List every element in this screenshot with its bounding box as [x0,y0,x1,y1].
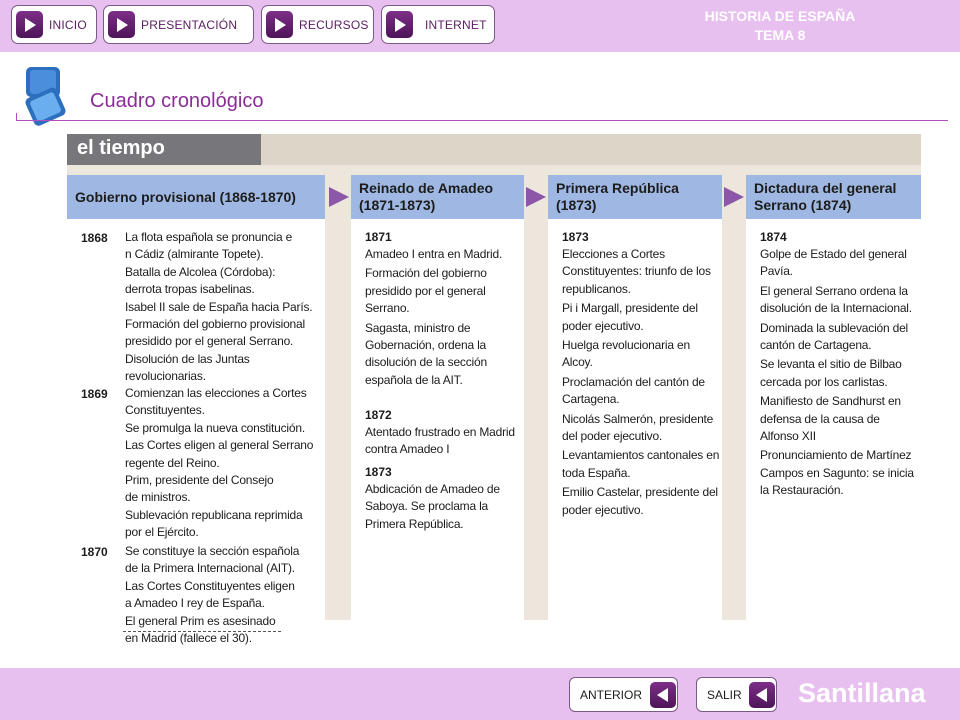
recursos-label: RECURSOS [299,18,369,32]
panel-header [67,134,921,165]
event-line: por el Ejército. [125,525,199,540]
course-title [680,7,880,45]
year-block [365,229,523,391]
column-title: Gobierno provisional (1868-1870) [75,188,296,205]
event-line: Prim, presidente del Consejo [125,473,274,488]
column-title: Reinado de Amadeo [359,180,494,196]
cut-line [123,631,281,632]
event-line: Constituyentes. [125,403,205,418]
page-title: Cuadro cronológico [90,90,264,112]
title-divider [16,120,948,121]
event-text: Pronunciamiento de Martínez Campos en Sagunto: se inicia la Restauración. [760,448,914,498]
anterior-label: ANTERIOR [580,688,643,702]
top-nav-bar [0,0,960,52]
entry-year: 1872 [365,408,392,422]
column-title: Dictadura del general [754,180,897,196]
internet-label: INTERNET [425,18,487,32]
inicio-button[interactable] [11,5,97,44]
event-text: Emilio Castelar, presidente del poder ejecutivo. [562,485,718,517]
el-tiempo-label: el tiempo [77,137,165,159]
event-text: Proclamación del cantón de Cartagena. [562,374,705,407]
column-body-dictadura-serrano [746,219,921,620]
column-body-gobierno-provisional [67,219,325,646]
play-icon [16,11,43,38]
event-line: Formación del gobierno provisional [125,317,305,332]
course-title-line2: TEMA 8 [754,27,806,43]
event-text: Amadeo I entra en Madrid. [365,247,503,261]
entry-events [125,385,321,542]
event-text: Sagasta, ministro de Gobernación, ordena la disolución de la sección española de la AIT. [365,320,487,387]
exit-arrow-icon [749,682,775,708]
event-line: Se constituye la sección española [125,544,300,558]
back-arrow-icon [650,682,676,708]
event-text: Golpe de Estado del general Pavía. [760,247,907,279]
event-line: a Amadeo I rey de España. [125,596,265,611]
event-text: Pi i Margall, presidente del poder ejecutivo. [562,301,698,333]
chronology-panel [67,134,921,646]
santillana-logo: Santillana [798,678,926,708]
column-subtitle: Serrano (1874) [754,197,852,213]
event-line: Disolución de las Juntas [125,351,250,366]
event-line: Isabel II sale de España hacia París. [125,299,313,314]
event-text: Atentado frustrado en Madrid contra Amadeo I [365,425,515,457]
year-block [365,464,523,535]
event-line: Comienzan las elecciones a Cortes [125,386,307,400]
event-line: Batalla de Alcolea (Córdoba): [125,264,276,279]
bottom-nav-bar [0,668,960,720]
salir-label: SALIR [707,688,742,702]
event-text: Formación del gobierno presidido por el general Serrano. [365,266,487,316]
timeline-arrow-icon [329,187,349,207]
event-text: Dominada la sublevación del cantón de Cartagena. [760,320,909,353]
column-title: Primera República [556,180,679,196]
play-icon [386,11,413,38]
event-line: en Madrid (fallece el 30). [125,631,252,646]
event-text: Abdicación de Amadeo de Saboya. Se proclama la Primera República. [365,482,500,531]
event-line: revolucionarias. [125,369,206,384]
play-icon [108,11,135,38]
entry-year: 1869 [81,387,108,401]
timeline-arrow-icon [724,187,744,207]
event-text: El general Serrano ordena la disolución de la Internacional. [760,283,912,316]
event-line: Las Cortes eligen al general Serrano [125,438,314,453]
event-line: Se promulga la nueva constitución. [125,420,305,435]
event-text: Se levanta el sitio de Bilbao cercada por los carlistas. [760,357,902,389]
entry-year: 1873 [562,230,589,244]
entry-events [125,229,321,386]
event-text: Manifiesto de Sandhurst en defensa de la causa de Alfonso XII [760,394,901,444]
column-header-primera-republica [548,175,722,219]
column-subtitle: (1873) [556,197,597,213]
course-title-line1: HISTORIA DE ESPAÑA [704,8,856,24]
presentacion-label: PRESENTACIÓN [141,18,238,32]
entry-year: 1874 [760,230,787,244]
entry-year: 1873 [365,465,392,479]
year-block [365,407,523,461]
event-text: Huelga revolucionaria en Alcoy. [562,338,690,370]
year-block [562,229,720,521]
event-line: presidido por el general Serrano. [125,334,294,349]
presentacion-button[interactable] [103,5,254,44]
entry-year: 1868 [81,231,108,245]
el-tiempo-tab [67,134,261,165]
event-line: n Cádiz (almirante Topete). [125,247,264,262]
internet-button[interactable] [381,5,495,44]
column-header-reinado-amadeo [351,175,524,219]
event-line: Sublevación republicana reprimida [125,507,303,522]
event-text: Levantamientos cantonales en toda España. [562,448,720,480]
timeline-arrow-icon [526,187,546,207]
event-line: derrota tropas isabelinas. [125,282,255,297]
recursos-button[interactable] [261,5,374,44]
event-line: de ministros. [125,490,191,505]
salir-button[interactable] [696,677,777,712]
column-subtitle: (1871-1873) [359,197,436,213]
event-line: Las Cortes Constituyentes eligen [125,578,295,593]
event-text: Nicolás Salmerón, presidente del poder ejecutivo. [562,411,714,444]
anterior-button[interactable] [569,677,678,712]
column-header-gobierno-provisional [67,175,325,219]
event-text: Elecciones a Cortes Constituyentes: triunfo de los republicanos. [562,247,711,296]
play-icon [266,11,293,38]
event-line: regente del Reino. [125,455,220,470]
event-line: El general Prim es asesinado [125,613,276,628]
column-body-primera-republica [548,219,722,620]
column-header-dictadura-serrano [746,175,921,219]
column-body-reinado-amadeo [351,219,524,620]
year-block [760,229,918,502]
slides-icon [20,66,70,132]
entry-year: 1871 [365,230,392,244]
inicio-label: INICIO [49,18,87,32]
entry-year: 1870 [81,545,108,559]
event-line: La flota española se pronuncia e [125,230,293,244]
event-line: de la Primera Internacional (AIT). [125,561,295,576]
